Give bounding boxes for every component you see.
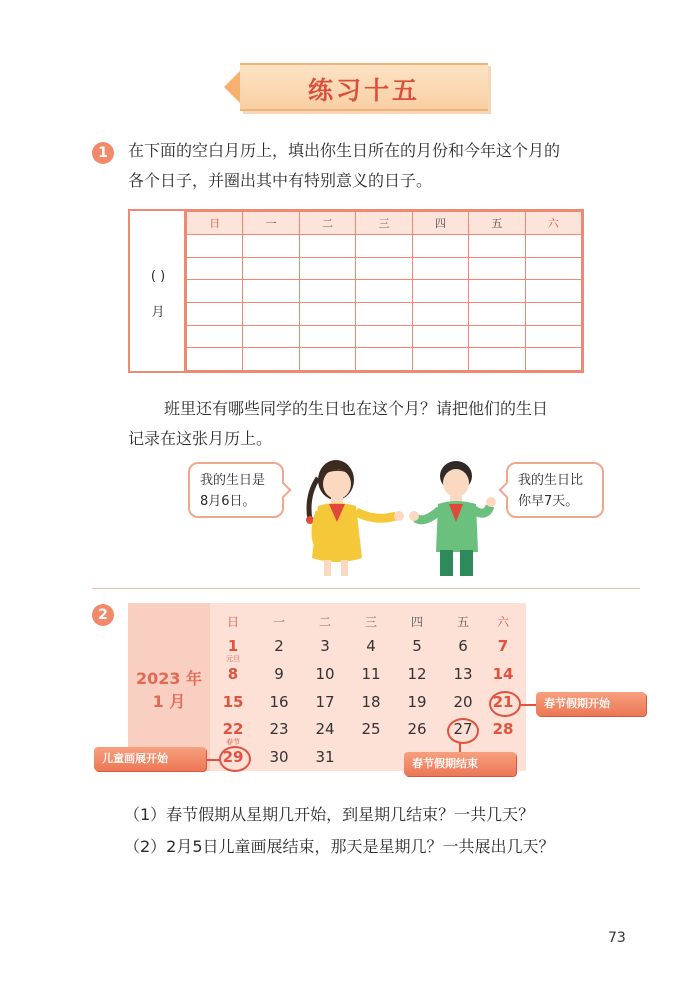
- blank-day-cell[interactable]: [299, 235, 355, 258]
- title-banner: [240, 63, 488, 111]
- blank-day-cell[interactable]: [525, 302, 581, 325]
- blank-day-cell[interactable]: [187, 235, 243, 258]
- blank-day-cell[interactable]: [469, 280, 525, 303]
- blank-calendar: [128, 209, 584, 373]
- blank-week-row: [187, 325, 582, 348]
- cal-weekday-fri: 五: [456, 615, 469, 629]
- girl-speech-line2: 8月6日。: [200, 494, 256, 509]
- girl-illustration: [296, 456, 416, 578]
- cal-day-spring-festival-end: 27: [453, 720, 473, 738]
- blank-day-cell[interactable]: [187, 325, 243, 348]
- cal-weekday-wed: 三: [364, 615, 377, 629]
- weekday-header-row: [187, 212, 582, 235]
- blank-day-cell[interactable]: [243, 257, 299, 280]
- blank-day-cell[interactable]: [469, 257, 525, 280]
- weekday-mon: 一: [243, 212, 299, 235]
- cal-day: 15: [222, 693, 244, 711]
- blank-day-cell[interactable]: [299, 325, 355, 348]
- cal-day: 9: [274, 665, 284, 683]
- calendar-month-column: [128, 603, 210, 771]
- boy-illustration: [404, 456, 504, 578]
- cal-day: 5: [412, 637, 422, 655]
- cal-day: 13: [453, 665, 473, 683]
- tag-art-show-start: 儿童画展开始: [94, 747, 206, 771]
- blank-day-cell[interactable]: [412, 302, 468, 325]
- cal-day: 24: [315, 720, 335, 738]
- cal-day: 16: [269, 693, 289, 711]
- blank-day-cell[interactable]: [356, 302, 412, 325]
- section-divider: [92, 588, 640, 589]
- boy-speech-bubble: [506, 462, 604, 518]
- blank-day-cell[interactable]: [356, 280, 412, 303]
- blank-day-cell[interactable]: [187, 257, 243, 280]
- cal-lunar-label: 元旦: [226, 655, 240, 663]
- cal-day: 4: [366, 637, 376, 655]
- boy-speech-line1: 我的生日比: [518, 473, 584, 488]
- blank-day-cell[interactable]: [412, 235, 468, 258]
- blank-day-cell[interactable]: [525, 257, 581, 280]
- page-title: 练习十五: [307, 76, 420, 105]
- blank-day-cell[interactable]: [412, 325, 468, 348]
- blank-day-cell[interactable]: [299, 302, 355, 325]
- q1-followup-line2: 记录在这张月历上。: [128, 429, 273, 448]
- girl-speech-bubble: [188, 462, 284, 518]
- blank-day-cell[interactable]: [525, 280, 581, 303]
- blank-day-cell[interactable]: [525, 235, 581, 258]
- blank-day-cell[interactable]: [356, 325, 412, 348]
- boy-speech-line2: 你早7天。: [518, 494, 579, 509]
- circle-mark-27: [447, 718, 479, 744]
- q1-text-line1: 在下面的空白月历上，填出你生日所在的月份和今年这个月的: [128, 141, 561, 160]
- blank-week-row: [187, 257, 582, 280]
- blank-day-cell[interactable]: [469, 235, 525, 258]
- blank-week-row: [187, 280, 582, 303]
- month-blank[interactable]: ( ): [150, 269, 166, 284]
- month-unit-label: 月: [151, 305, 165, 320]
- weekday-sat: 六: [525, 212, 581, 235]
- cal-day: 22: [222, 720, 244, 738]
- q1-text-line2: 各个日子，并圈出其中有特别意义的日子。: [128, 171, 433, 190]
- cal-weekday-mon: 一: [272, 615, 285, 629]
- cal-day: 6: [458, 637, 468, 655]
- cal-day: 12: [407, 665, 427, 683]
- blank-day-cell[interactable]: [412, 280, 468, 303]
- cal-day: 28: [492, 720, 514, 738]
- cal-day: 23: [269, 720, 289, 738]
- blank-week-row: [187, 348, 582, 371]
- weekday-tue: 二: [299, 212, 355, 235]
- tag-connector-spring-end: [459, 742, 461, 752]
- weekday-thu: 四: [412, 212, 468, 235]
- question-2-part-1: （1）春节假期从星期几开始，到星期几结束？一共几天？: [124, 805, 535, 824]
- blank-day-cell[interactable]: [299, 280, 355, 303]
- blank-week-row: [187, 235, 582, 258]
- blank-day-cell[interactable]: [356, 235, 412, 258]
- question-2-badge: 2: [92, 604, 114, 626]
- cal-day: 17: [315, 693, 335, 711]
- cal-day: 30: [269, 748, 289, 766]
- blank-day-cell[interactable]: [356, 257, 412, 280]
- blank-day-cell[interactable]: [469, 302, 525, 325]
- blank-day-cell[interactable]: [243, 235, 299, 258]
- cal-day: 10: [315, 665, 335, 683]
- cal-day: 31: [315, 748, 335, 766]
- cal-day: 11: [361, 665, 381, 683]
- blank-day-cell[interactable]: [412, 348, 468, 371]
- circle-mark-21: [489, 691, 521, 717]
- blank-day-cell[interactable]: [525, 348, 581, 371]
- tag-spring-festival-end: 春节假期结束: [404, 752, 516, 776]
- weekday-fri: 五: [469, 212, 525, 235]
- blank-day-cell[interactable]: [187, 348, 243, 371]
- blank-day-cell[interactable]: [243, 280, 299, 303]
- blank-day-cell[interactable]: [299, 348, 355, 371]
- circle-mark-29: [219, 746, 251, 772]
- page-number: 73: [608, 930, 626, 946]
- cal-day: 25: [361, 720, 381, 738]
- blank-day-cell[interactable]: [243, 348, 299, 371]
- cal-weekday-sat: 六: [496, 615, 509, 629]
- blank-day-cell[interactable]: [243, 325, 299, 348]
- blank-week-row: [187, 302, 582, 325]
- blank-day-cell[interactable]: [187, 302, 243, 325]
- cal-day-spring-festival-start: 21: [492, 693, 514, 711]
- blank-day-cell[interactable]: [356, 348, 412, 371]
- calendar-2023-january: [128, 603, 526, 771]
- cal-day: 3: [320, 637, 330, 655]
- cal-day: 19: [407, 693, 427, 711]
- blank-day-cell[interactable]: [187, 280, 243, 303]
- calendar-month: 1 月: [152, 692, 186, 711]
- blank-day-cell[interactable]: [299, 257, 355, 280]
- blank-day-cell[interactable]: [469, 348, 525, 371]
- blank-day-cell[interactable]: [243, 302, 299, 325]
- question-1-badge: 1: [92, 142, 114, 164]
- cal-day: 18: [361, 693, 381, 711]
- calendar-year: 2023 年: [135, 669, 203, 688]
- cal-day: 1: [227, 637, 239, 655]
- girl-speech-line1: 我的生日是: [200, 473, 266, 488]
- cal-day-art-show-start: 29: [222, 748, 244, 766]
- cal-day: 20: [453, 693, 473, 711]
- cal-weekday-sun: 日: [226, 615, 239, 629]
- cal-day: 7: [497, 637, 509, 655]
- blank-day-cell[interactable]: [525, 325, 581, 348]
- blank-day-cell[interactable]: [469, 325, 525, 348]
- cal-day: 2: [274, 637, 284, 655]
- cal-weekday-tue: 二: [318, 615, 331, 629]
- cal-lunar-label: 春节: [226, 738, 240, 746]
- blank-calendar-grid: [186, 211, 582, 371]
- blank-day-cell[interactable]: [412, 257, 468, 280]
- weekday-sun: 日: [187, 212, 243, 235]
- cal-weekday-thu: 四: [410, 615, 423, 629]
- cal-day: 8: [227, 665, 239, 683]
- question-2-part-2: （2）2月5日儿童画展结束，那天是星期几？一共展出几天？: [124, 837, 555, 856]
- cal-day: 14: [492, 665, 514, 683]
- tag-spring-festival-start: 春节假期开始: [536, 692, 646, 716]
- tag-connector-art-start: [204, 759, 220, 761]
- weekday-wed: 三: [356, 212, 412, 235]
- q1-followup-line1: 班里还有哪些同学的生日也在这个月？请把他们的生日: [164, 399, 549, 418]
- cal-day: 26: [407, 720, 427, 738]
- month-label-column: [130, 211, 186, 371]
